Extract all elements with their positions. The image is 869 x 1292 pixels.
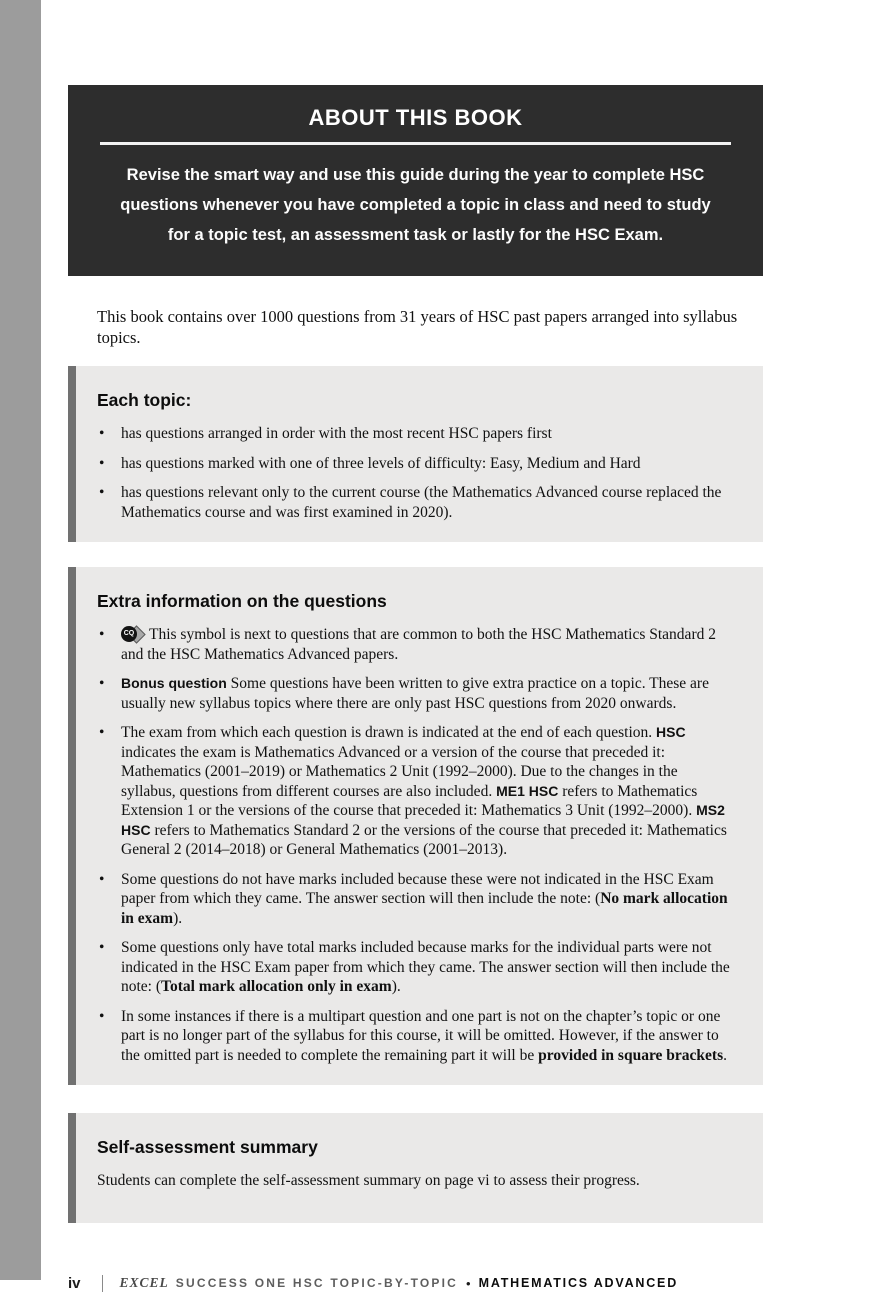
bullet-list (97, 424, 735, 522)
bullet-text-segment: has questions arranged in order with the most recent HSC papers first (121, 425, 552, 442)
bullet-list (97, 625, 735, 1065)
header-intro-text: Revise the smart way and use this guide during the year to complete HSC questions whenever you have completed a topic in class and need to study for a topic test, an assessment task or lastly for the HSC Exam. (120, 166, 711, 244)
section-heading: Self-assessment summary (97, 1137, 318, 1157)
bullet-text-segment: Some questions only have total marks included because marks for the individual parts were not indicated in the HSC Exam paper from which they came. The answer section will then include the note: ( (121, 939, 730, 995)
section-heading: Extra information on the questions (97, 591, 387, 611)
series-title: SUCCESS ONE HSC TOPIC-BY-TOPIC (175, 1276, 459, 1290)
common-question-icon (121, 626, 146, 642)
bullet-item (97, 674, 735, 713)
bullet-text-segment: Bonus question (121, 675, 227, 691)
bullet-text-segment: Total mark allocation only in exam (161, 978, 392, 995)
section-paragraph: Students can complete the self-assessment summary on page vi to assess their progress. (97, 1172, 640, 1189)
page-content (68, 0, 763, 1292)
bullet-item (97, 870, 735, 929)
bullet-text-segment: refers to Mathematics Standard 2 or the versions of the course that preceded it: Mathematics General 2 (2014–2018) or General Mathematics (2001–2013). (121, 821, 727, 858)
cq-circle-label: • CQ (121, 626, 137, 642)
bullet-text-segment: ). (391, 978, 401, 995)
bullet-text-segment: Some questions do not have marks included because these were not indicated in the HSC Exam paper from which they came. The answer section will then include the note: ( (121, 870, 714, 907)
bullet-text-segment: No mark allocation in exam (121, 890, 728, 927)
bullet-item (97, 454, 735, 474)
page-spine-strip (0, 0, 41, 1280)
page-footer (68, 1275, 763, 1292)
bullet-text-segment: refers to Mathematics Extension 1 or the versions of the course that preceded it: Mathematics 3 Unit (1992–2000). (121, 782, 698, 819)
section-heading: Each topic: (97, 390, 192, 410)
section-extra-info (68, 567, 763, 1085)
bullet-text-segment: ME1 HSC (496, 782, 559, 799)
bullet-text-segment: Some questions have been written to give extra practice on a topic. These are usually new syllabus topics where there are only past HSC questions from 2020 onwards. (121, 675, 709, 712)
page-title: ABOUT THIS BOOK (308, 105, 523, 130)
bullet-text-segment: provided in square brackets (538, 1046, 724, 1064)
bullet-text-segment: HSC (656, 724, 686, 740)
bullet-item (97, 1007, 735, 1066)
bullet-text-segment: ). (173, 909, 183, 927)
bullet-item (97, 723, 735, 860)
section-self-assessment (68, 1113, 763, 1223)
bullet-text-segment: has questions relevant only to the current course (the Mathematics Advanced course replaced the Mathematics course and was first examined in 2020). (121, 484, 722, 521)
bullet-item (97, 938, 735, 997)
bullet-item (97, 625, 735, 664)
bullet-text-segment: This symbol is next to questions that are common to both the HSC Mathematics Standard 2 and the HSC Mathematics Advanced papers. (121, 626, 716, 663)
bullet-item (97, 483, 735, 522)
bullet-item (97, 424, 735, 444)
bullet-text-segment: MS2 HSC (121, 802, 725, 838)
about-header-box (68, 85, 763, 276)
subject-title: MATHEMATICS ADVANCED (478, 1276, 679, 1290)
bullet-text-segment: The exam from which each question is drawn is indicated at the end of each question. (121, 724, 657, 741)
intro-paragraph: This book contains over 1000 questions from 31 years of HSC past papers arranged into syllabus topics. (97, 307, 738, 347)
bullet-text-segment: has questions marked with one of three levels of difficulty: Easy, Medium and Hard (121, 454, 641, 472)
bullet-text-segment: . (723, 1046, 727, 1064)
section-each-topic (68, 366, 763, 542)
brand-logo: EXCEL (119, 1275, 169, 1290)
bullet-text-segment: indicates the exam is Mathematics Advanced or a version of the course that preceded it: Mathematics (2001–2019) or Mathematics 2 Unit (1992–2000). Due to the changes in the syllabus, questions from different courses are also included. (121, 743, 678, 800)
bullet-text-segment: In some instances if there is a multipart question and one part is not on the chapter’s topic or one part is no longer part of the syllabus for this course, it will be omitted. However, if the answer to the omitted part is needed to complete the remaining part it will be (121, 1007, 721, 1064)
footer-bullet: • (466, 1275, 471, 1291)
title-underline (100, 142, 731, 145)
page-number: iv (68, 1274, 81, 1292)
footer-divider (102, 1275, 103, 1292)
